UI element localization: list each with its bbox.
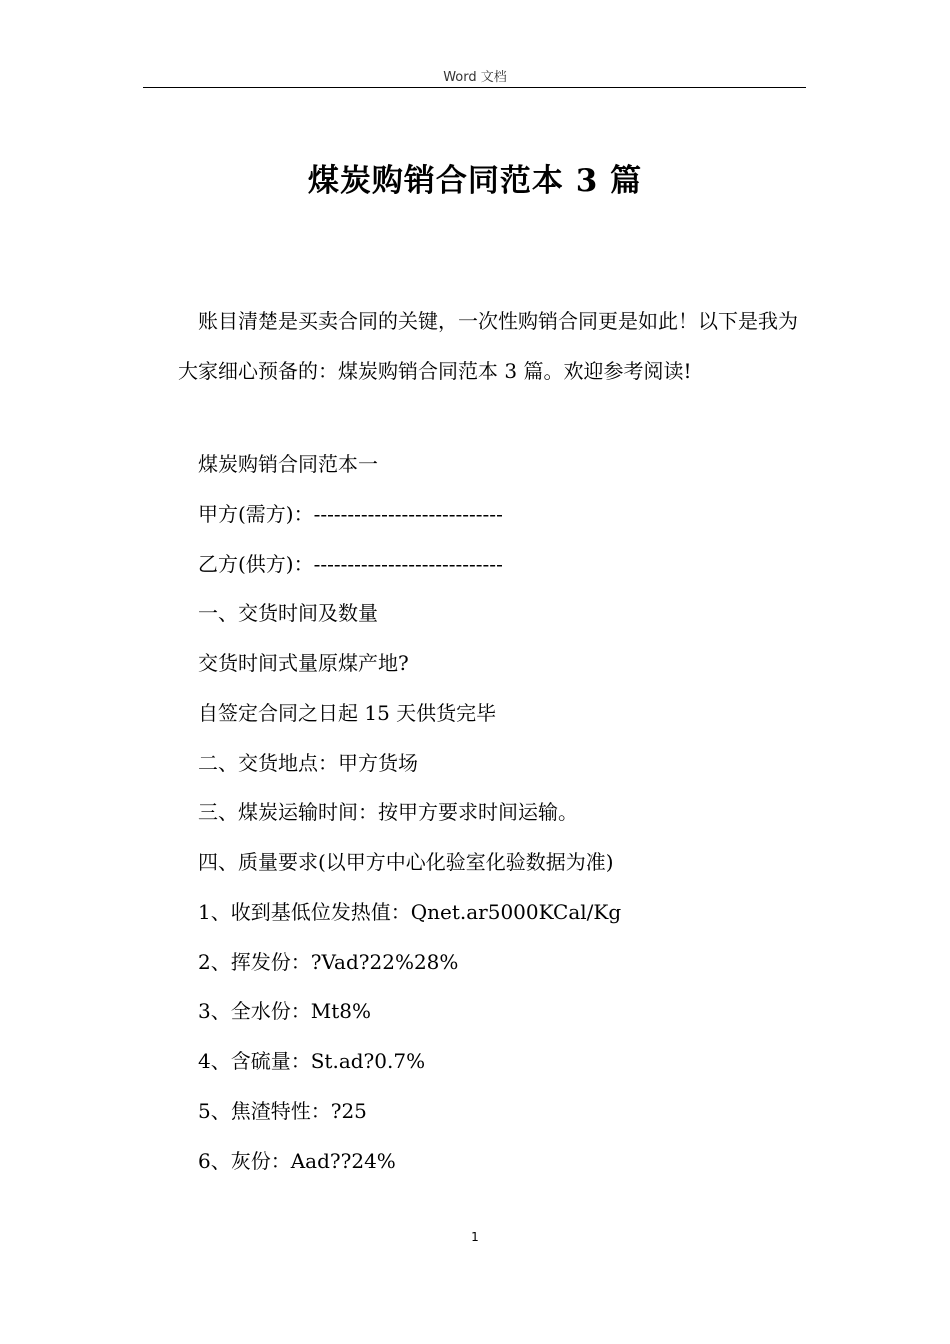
clause-heading: 四、质量要求(以甲方中心化验室化验数据为准) [198, 850, 614, 874]
party-b-line: 乙方(供方)：---------------------------- [198, 552, 503, 576]
document-title: 煤炭购销合同范本 3 篇 [307, 163, 643, 199]
clause-line: 自签定合同之日起 15 天供货完毕 [198, 701, 497, 725]
intro-paragraph: 账目清楚是买卖合同的关键，一次性购销合同更是如此！以下是我为大家细心预备的：煤炭购销合同范本 3 篇。欢迎参考阅读! [178, 309, 798, 383]
quality-item: 1、收到基低位发热值：Qnet.ar5000KCal/Kg [198, 900, 622, 924]
quality-item: 6、灰份：Aad??24% [198, 1149, 396, 1173]
header-divider [143, 87, 806, 88]
quality-item: 2、挥发份：?Vad?22%28% [198, 950, 459, 974]
section-heading: 煤炭购销合同范本一 [198, 452, 378, 476]
quality-item: 4、含硫量：St.ad?0.7% [198, 1049, 426, 1073]
party-a-line: 甲方(需方)：---------------------------- [198, 502, 503, 526]
clause-heading: 三、煤炭运输时间：按甲方要求时间运输。 [198, 800, 578, 824]
page-header-label: Word 文档 [443, 70, 507, 85]
quality-item: 3、全水份：Mt8% [198, 999, 371, 1023]
clause-heading: 二、交货地点：甲方货场 [198, 751, 418, 775]
quality-item: 5、焦渣特性：?25 [198, 1099, 367, 1123]
page-number: 1 [471, 1230, 479, 1244]
clause-heading: 一、交货时间及数量 [198, 601, 378, 625]
clause-line: 交货时间式量原煤产地? [198, 651, 409, 675]
